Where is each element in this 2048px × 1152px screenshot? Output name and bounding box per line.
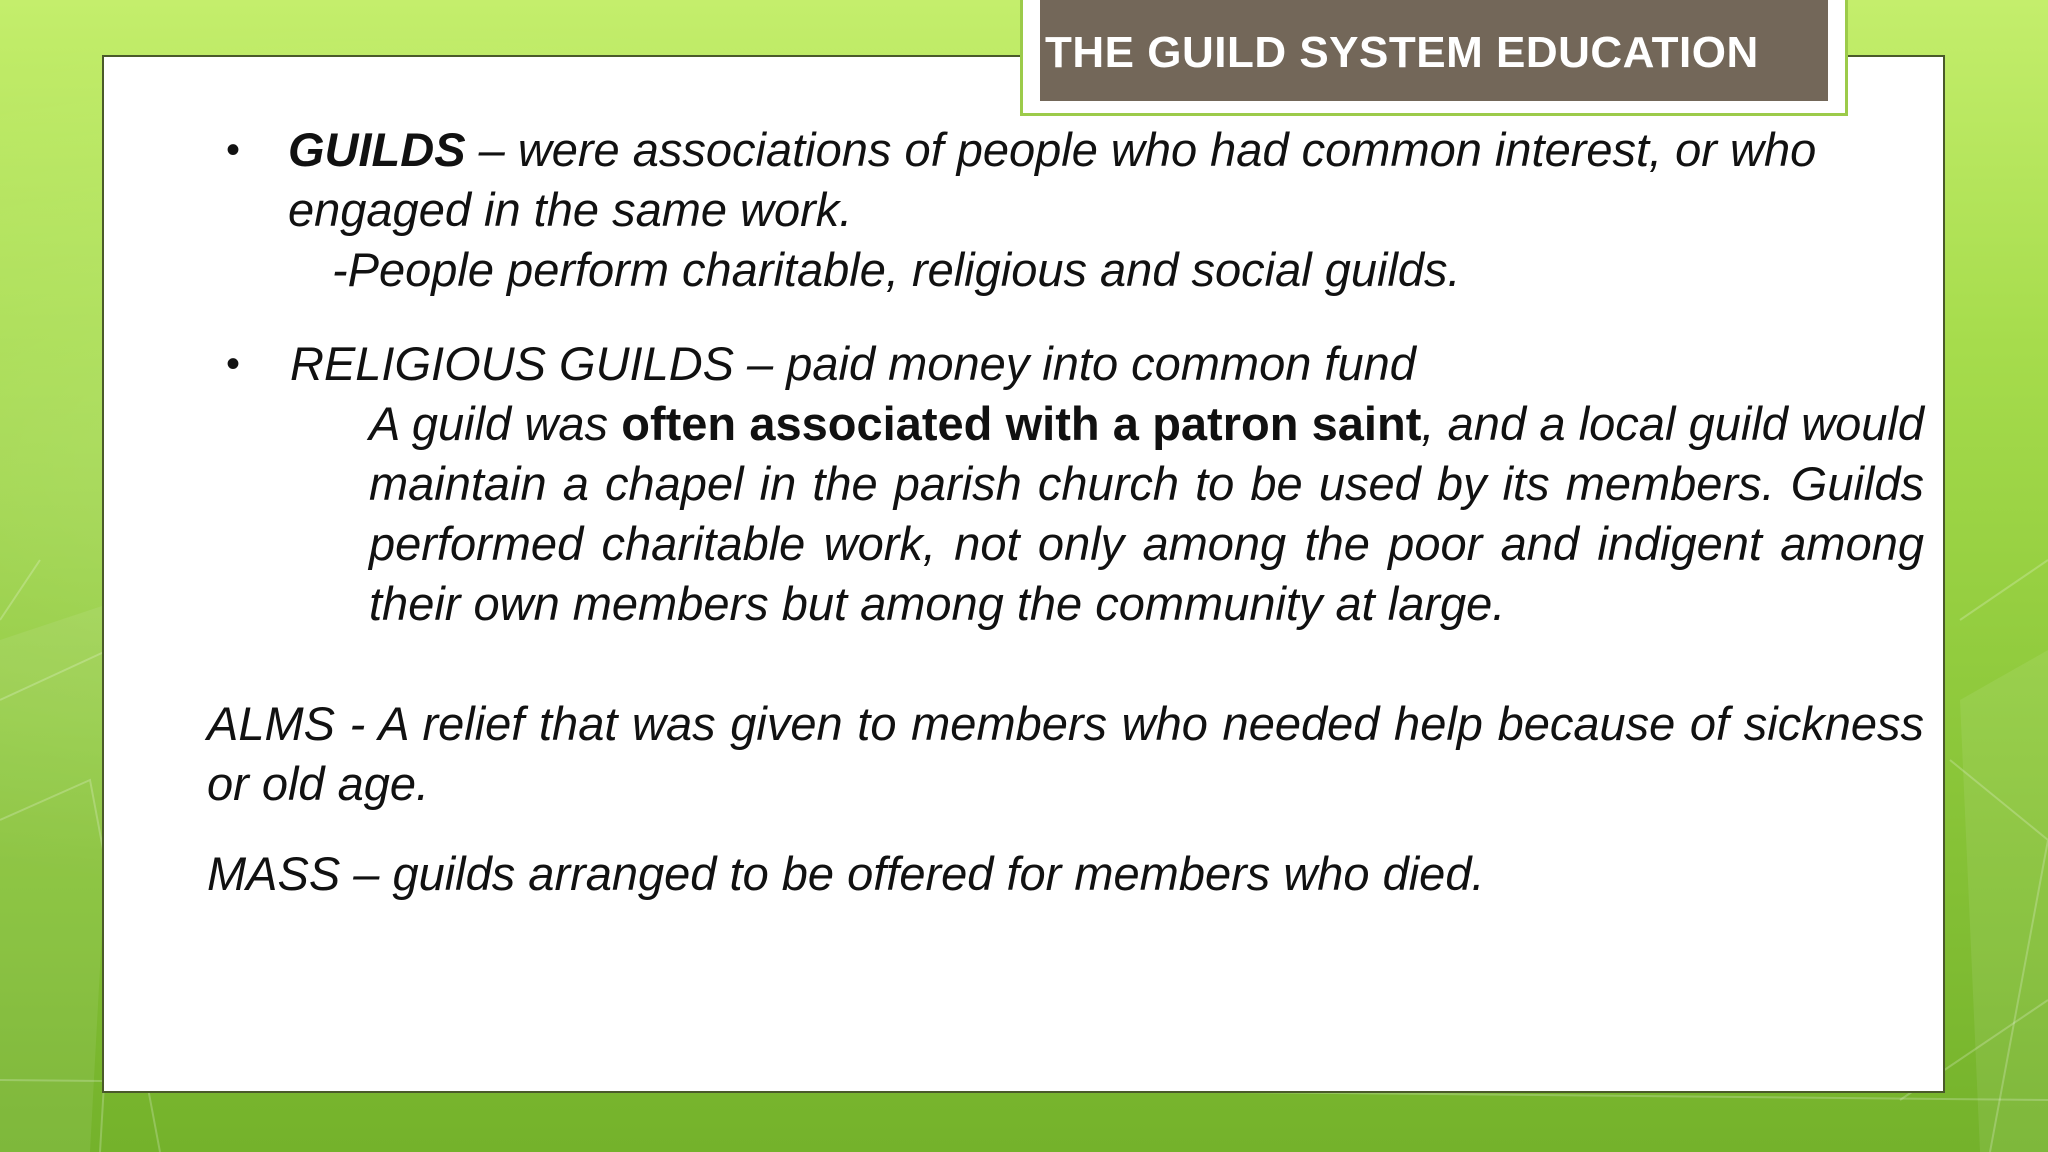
bullet-religious-guilds: • <box>226 342 241 386</box>
slide-title: THE GUILD SYSTEM EDUCATION <box>1045 28 1759 77</box>
mass-definition: MASS – guilds arranged to be offered for members who died. <box>207 847 1485 900</box>
religious-guilds-heading: RELIGIOUS GUILDS – paid money into common fund <box>290 337 1416 390</box>
alms-definition: ALMS - A relief that was given to members who needed help because of sickness or old age. <box>207 697 1924 810</box>
guilds-definition-line2: engaged in the same work. <box>288 183 853 236</box>
paragraph-lead: A guild was <box>369 397 622 450</box>
paragraph-emphasis: often associated with a patron saint <box>621 397 1422 450</box>
guilds-subpoint: -People perform charitable, religious and social guilds. <box>332 243 1461 296</box>
guilds-term: GUILDS <box>288 123 466 176</box>
paragraph-rest: , and a local guild would maintain a chapel in the parish church to be used by its members. Guilds performed charitable work, not only among the poor and indigent among their own members but among the community at large. <box>369 397 1924 630</box>
bullet-guilds: • <box>226 128 241 172</box>
religious-guilds-paragraph <box>369 394 1924 634</box>
guilds-definition-line1 <box>288 120 1816 180</box>
guilds-definition-rest: – were associations of people who had common interest, or who <box>465 123 1817 176</box>
